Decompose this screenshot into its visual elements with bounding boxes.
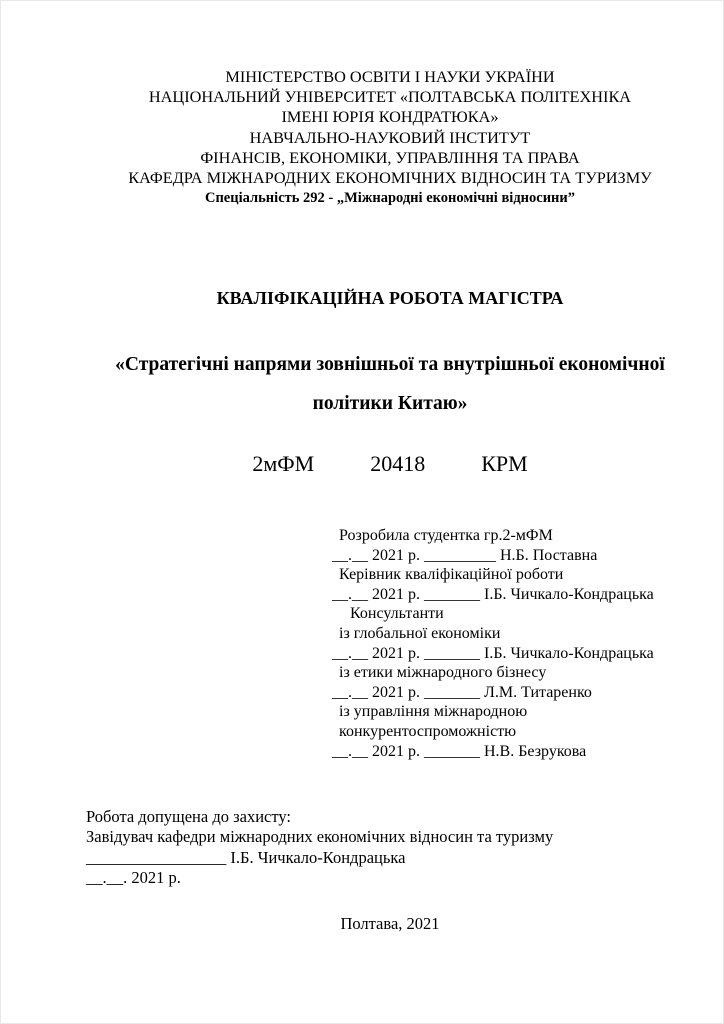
admission-head-role: Завідувач кафедри міжнародних економічних відносин та туризму <box>86 827 554 847</box>
work-number: 20418 <box>370 451 426 476</box>
work-code-row <box>57 451 723 477</box>
admission-statement: Робота допущена до захисту: <box>86 807 291 826</box>
city-year-footer: Полтава, 2021 <box>340 914 440 933</box>
thesis-title-line-2: політики Китаю» <box>312 393 468 414</box>
university-line-2: ІМЕНІ ЮРІЯ КОНДРАТЮКА» <box>281 107 499 127</box>
signature-line-consultant-3-sign: __.__ 2021 р. _______ Н.В. Безрукова <box>332 742 587 760</box>
thesis-title-line-1: «Стратегічні напрями зовнішньої та внутрішньої економічної <box>115 354 665 375</box>
work-type-code: КРМ <box>481 451 528 476</box>
admission-head-sign: _________________ І.Б. Чичкало-Кондрацька <box>86 847 406 867</box>
specialty-line: Спеціальність 292 - „Міжнародні економічні відносини” <box>204 190 576 207</box>
signature-line-supervisor-role: Керівник кваліфікаційної роботи <box>339 566 564 584</box>
university-line-1: НАЦІОНАЛЬНИЙ УНІВЕРСИТЕТ «ПОЛТАВСЬКА ПОЛІТЕХНІКА <box>148 87 632 107</box>
signature-line-consultant-1-sign: __.__ 2021 р. _______ І.Б. Чичкало-Кондрацька <box>332 644 654 662</box>
signature-line-student-role: Розробила студентка гр.2-мФМ <box>339 527 553 544</box>
group-code: 2мФМ <box>252 451 315 476</box>
signature-line-consultant-3-role-2: конкурентоспроможністю <box>339 722 517 740</box>
thesis-title <box>57 345 723 423</box>
admission-date: __.__. 2021 р. <box>86 867 181 887</box>
work-type-title: КВАЛІФІКАЦІЙНА РОБОТА МАГІСТРА <box>216 288 564 308</box>
ministry-line: МІНІСТЕРСТВО ОСВІТИ І НАУКИ УКРАЇНИ <box>225 67 555 86</box>
institute-line-2: ФІНАНСІВ, ЕКОНОМІКИ, УПРАВЛІННЯ ТА ПРАВА <box>200 147 580 167</box>
signature-line-consultant-2-role: із етики міжнародного бізнесу <box>339 664 547 682</box>
admission-block <box>86 807 553 888</box>
institute-line-1: НАВЧАЛЬНО-НАУКОВИЙ ІНСТИТУТ <box>249 127 531 147</box>
signature-line-consultant-1-role: із глобальної економіки <box>339 624 501 642</box>
signature-line-supervisor-sign: __.__ 2021 р. _______ І.Б. Чичкало-Кондрацька <box>332 585 654 603</box>
signature-line-consultant-3-role-1: із управління міжнародною <box>339 703 528 721</box>
department-line: КАФЕДРА МІЖНАРОДНИХ ЕКОНОМІЧНИХ ВІДНОСИН ТА ТУРИЗМУ <box>128 168 652 188</box>
signature-line-consultants-heading: Консультанти <box>350 605 444 623</box>
institution-header <box>57 67 723 207</box>
signature-line-consultant-2-sign: __.__ 2021 р. _______ Л.М. Титаренко <box>332 683 592 701</box>
signature-line-student-sign: __.__ 2021 р. _________ Н.Б. Поставна <box>332 546 598 564</box>
signature-block <box>332 526 654 761</box>
